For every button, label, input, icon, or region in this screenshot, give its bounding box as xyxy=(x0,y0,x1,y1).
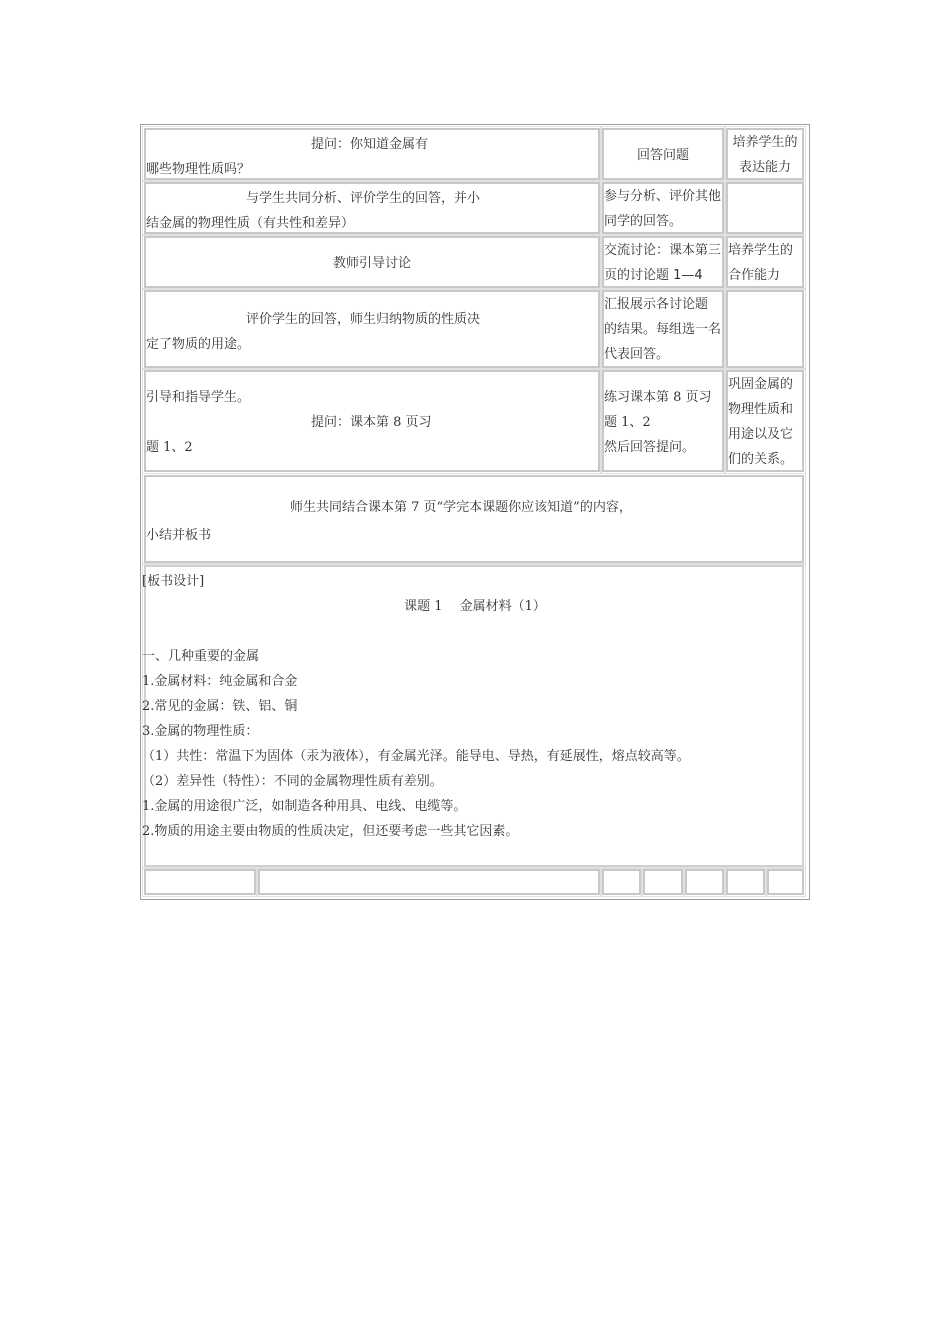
row5-teacher-cell xyxy=(144,370,600,472)
empty-cell-1 xyxy=(144,869,256,895)
board-line-6: （2）差异性（特性）：不同的金属物理性质有差别。 xyxy=(142,774,443,789)
row1-intent-cell xyxy=(726,128,804,180)
row1-teacher-line1: 提问：你知道金属有 xyxy=(311,137,429,152)
row3-student-line1: 交流讨论：课本第三 xyxy=(604,243,722,258)
row4-teacher-cell xyxy=(144,290,600,368)
row4-student-line1: 汇报展示各讨论题 xyxy=(604,297,709,312)
row3-intent-line1: 培养学生的 xyxy=(728,243,794,258)
row1-teacher-cell xyxy=(144,128,600,180)
board-spacer xyxy=(142,620,808,645)
board-design xyxy=(142,570,808,845)
row5-student-line1: 练习课本第 8 页习 xyxy=(604,390,712,405)
empty-cell-3 xyxy=(602,869,641,895)
row2-student-line2: 同学的回答。 xyxy=(604,214,683,229)
row3-student-cell xyxy=(602,236,724,288)
summary-line2: 小结并板书 xyxy=(146,528,212,543)
row3-student-line2: 页的讨论题 1—4 xyxy=(604,268,703,283)
summary-cell xyxy=(144,475,804,563)
board-line-3: 2.常见的金属：铁、铝、铜 xyxy=(142,699,298,714)
row2-intent-cell xyxy=(726,182,804,234)
row5-intent-cell xyxy=(726,370,804,472)
row4-student-cell xyxy=(602,290,724,368)
row5-intent-line4: 们的关系。 xyxy=(728,452,794,467)
empty-cell-7 xyxy=(767,869,804,895)
row2-teacher-line2: 结金属的物理性质（有共性和差异） xyxy=(146,216,355,231)
row5-student-line3: 然后回答提问。 xyxy=(604,440,696,455)
empty-cell-4 xyxy=(643,869,683,895)
row2-student-line1: 参与分析、评价其他 xyxy=(604,189,722,204)
empty-cell-2 xyxy=(258,869,600,895)
board-line-2: 1.金属材料：纯金属和合金 xyxy=(142,674,298,689)
row3-teacher-line1: 教师引导讨论 xyxy=(332,256,411,271)
row3-intent-line2: 合作能力 xyxy=(728,268,781,283)
board-line-7: 1.金属的用途很广泛，如制造各种用具、电线、电缆等。 xyxy=(142,799,467,814)
empty-cell-6 xyxy=(726,869,765,895)
row5-intent-line2: 物理性质和 xyxy=(728,402,794,417)
row3-intent-cell xyxy=(726,236,804,288)
row2-student-cell xyxy=(602,182,724,234)
row5-teacher-line3: 题 1、2 xyxy=(146,440,193,455)
row3-teacher-cell xyxy=(144,236,600,288)
row5-intent-line3: 用途以及它 xyxy=(728,427,794,442)
row4-student-line2: 的结果。每组选一名 xyxy=(604,322,722,337)
row2-teacher-line1: 与学生共同分析、评价学生的回答，并小 xyxy=(246,191,481,206)
row5-student-line2: 题 1、2 xyxy=(604,415,651,430)
row1-student-cell xyxy=(602,128,724,180)
board-heading: [板书设计] xyxy=(142,574,205,589)
row4-intent-cell xyxy=(726,290,804,368)
row5-teacher-line1: 引导和指导学生。 xyxy=(146,390,251,405)
row1-intent-line1: 培养学生的 xyxy=(732,135,798,150)
empty-cell-5 xyxy=(685,869,724,895)
board-title: 课题 1 金属材料（1） xyxy=(404,599,546,614)
board-line-8: 2.物质的用途主要由物质的性质决定，但还要考虑一些其它因素。 xyxy=(142,824,519,839)
row5-intent-line1: 巩固金属的 xyxy=(728,377,794,392)
row1-student-line1: 回答问题 xyxy=(636,148,689,163)
row5-teacher-line2: 提问：课本第 8 页习 xyxy=(311,415,432,430)
row4-teacher-line1: 评价学生的回答，师生归纳物质的性质决 xyxy=(246,312,481,327)
row5-student-cell xyxy=(602,370,724,472)
summary-line1: 师生共同结合课本第 7 页“学完本课题你应该知道”的内容， xyxy=(290,500,632,515)
row4-teacher-line2: 定了物质的用途。 xyxy=(146,337,251,352)
row1-teacher-line2: 哪些物理性质吗？ xyxy=(146,162,251,177)
board-line-1: 一、几种重要的金属 xyxy=(142,649,260,664)
board-line-4: 3.金属的物理性质： xyxy=(142,724,259,739)
row4-student-line3: 代表回答。 xyxy=(604,347,670,362)
row2-teacher-cell xyxy=(144,182,600,234)
board-line-5: （1）共性：常温下为固体（汞为液体），有金属光泽。能导电、导热，有延展性，熔点较高等。 xyxy=(142,749,690,764)
row1-intent-line2: 表达能力 xyxy=(738,160,791,175)
